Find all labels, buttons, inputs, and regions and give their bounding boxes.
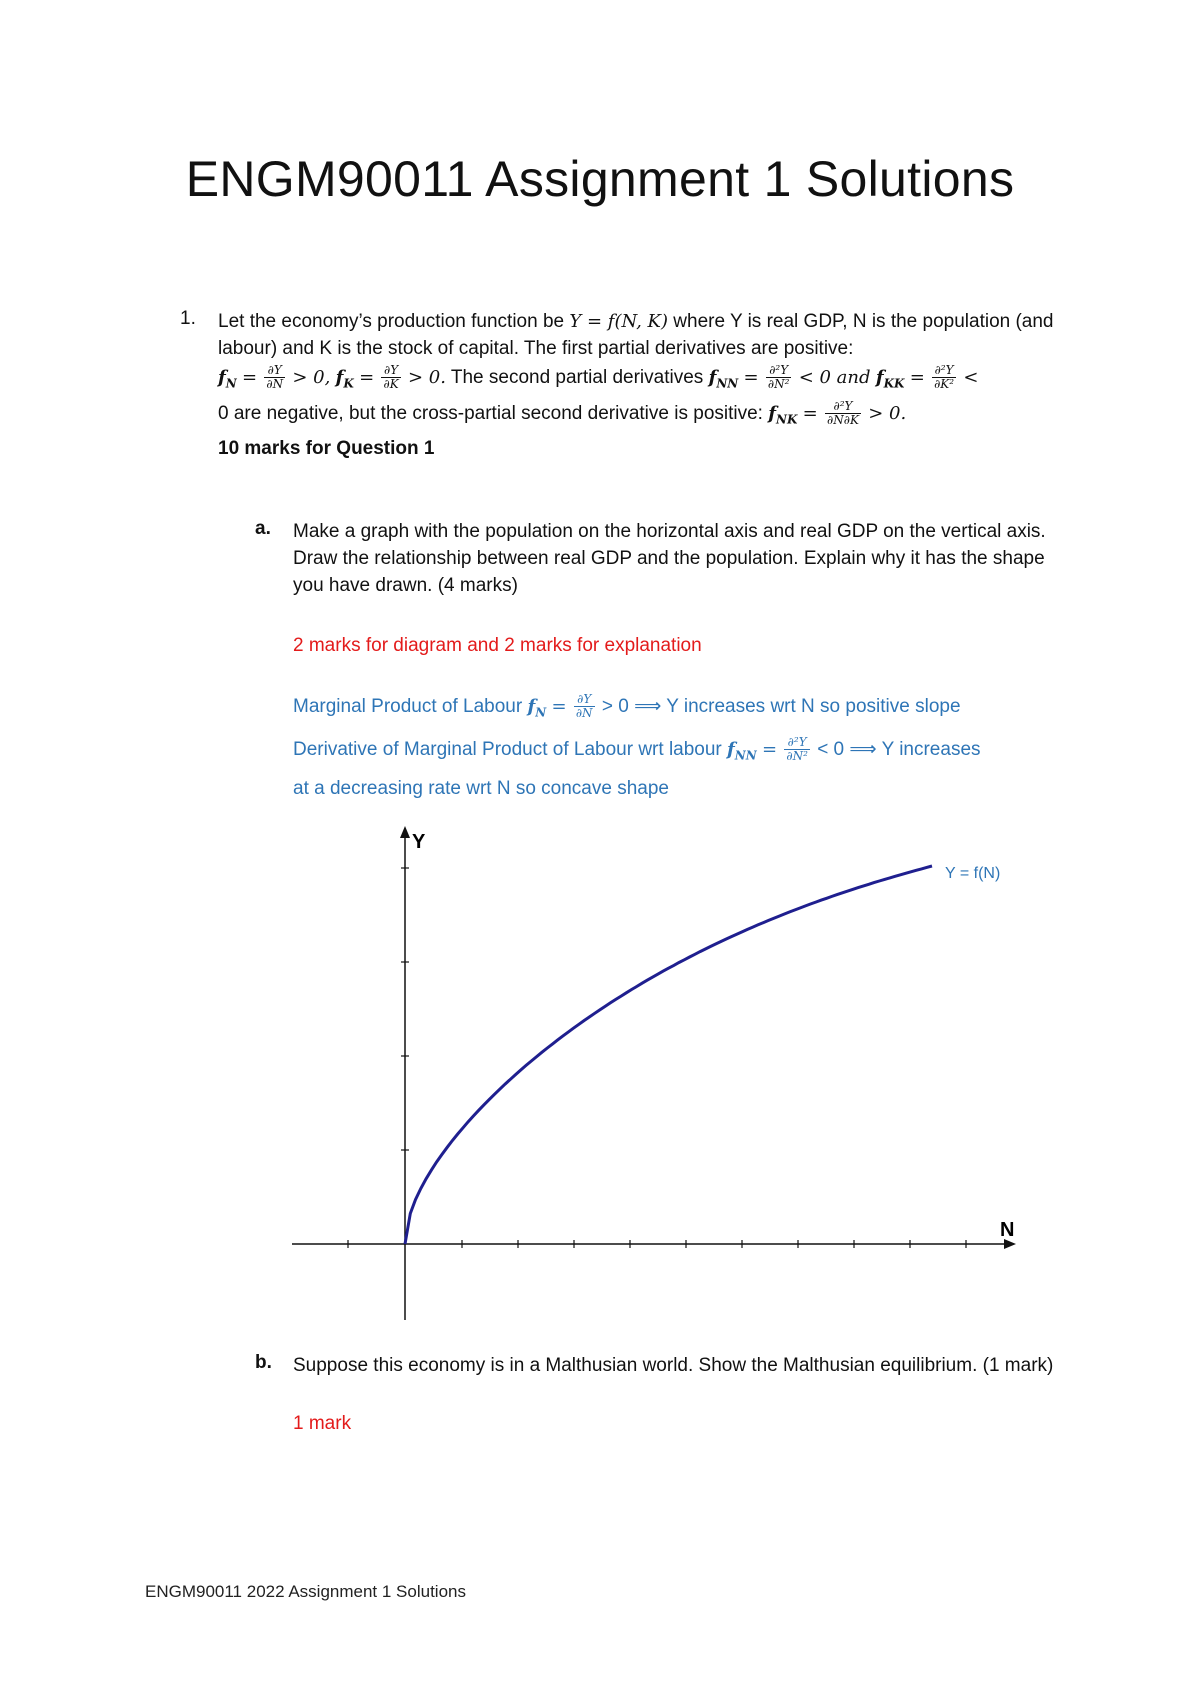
part-b-marking: 1 mark [293, 1413, 352, 1434]
part-b-label: b. [255, 1352, 272, 1373]
fraction-dY-dN: $\frac{\partial Y}{\partial N}$ [575, 692, 593, 721]
gt0-dot: > 0. [407, 367, 446, 388]
x-axis-label: N [1000, 1219, 1015, 1241]
less-than: < [963, 367, 979, 388]
fraction-d2Y-dNdK: $\frac{\text{∂²Y}}{\partial N\partial K}$ [827, 399, 859, 428]
question-number: 1. [180, 308, 196, 329]
q1-intro-b: where Y is real GDP, N is the population (and labour) and K is the stock of capital. The first partial derivatives are positive: [218, 311, 1054, 359]
fN-symbol: $f_N$ [527, 696, 547, 720]
equals: = [909, 367, 925, 388]
lt0-and: < 0 and [798, 367, 871, 388]
production-curve [405, 866, 932, 1244]
fNN-symbol: $f_{NN}$ [708, 367, 739, 391]
mpl-result: > 0 ⟹ Y increases wrt N so positive slope [601, 696, 961, 717]
gt0-comma: > 0, [292, 367, 331, 388]
fraction-dY-dK: $\frac{\partial Y}{\partial K}$ [383, 363, 399, 392]
y-axis-label: Y [412, 831, 426, 853]
part-b-text: Suppose this economy is in a Malthusian world. Show the Malthusian equilibrium. (1 mark) [293, 1355, 1054, 1376]
fNN-symbol: $f_{NN}$ [727, 739, 757, 763]
part-a-text: Make a graph with the population on the horizontal axis and real GDP on the vertical axis. Draw the relationship between real GDP and the population. Explain why it has the shape you have drawn. (4 marks) [293, 521, 1046, 596]
dmpl-continued: at a decreasing rate wrt N so concave shape [293, 778, 669, 799]
fNK-symbol: $f_{NK}$ [768, 402, 798, 427]
fraction-d2Y-dN2: $\frac{\text{∂²Y}}{\text{∂N²}}$ [786, 735, 808, 764]
part-a-marking: 2 marks for diagram and 2 marks for explanation [293, 635, 702, 656]
fraction-dY-dN: $\frac{\partial Y}{\partial N}$ [266, 363, 284, 392]
q1-intro-a: Let the economy’s production function be [218, 311, 565, 332]
q1-marks: 10 marks for Question 1 [218, 438, 435, 460]
gt0-end: > 0. [868, 402, 907, 424]
equals: = [551, 696, 567, 717]
y-axis-arrow [400, 826, 410, 838]
page-footer: ENGM90011 2022 Assignment 1 Solutions [145, 1582, 466, 1601]
equals: = [802, 402, 818, 424]
production-function: Y = f(N, K) [569, 311, 668, 332]
equals: = [762, 739, 778, 760]
curve-label: Y = f(N) [945, 865, 1001, 882]
fraction-d2Y-dK2: $\frac{\text{∂²Y}}{\text{∂K²}}$ [934, 363, 955, 392]
fN-symbol: $f_N$ [218, 367, 237, 391]
second-derivative-text: The second partial derivatives [450, 367, 704, 388]
equals: = [242, 367, 258, 388]
fraction-d2Y-dN2: $\frac{\text{∂²Y}}{\text{∂N²}}$ [767, 363, 790, 392]
fKK-symbol: $f_{KK}$ [875, 367, 905, 391]
q1-line-4-text: 0 are negative, but the cross-partial second derivative is positive: [218, 402, 763, 424]
mpl-text: Marginal Product of Labour [293, 696, 523, 717]
part-a-label: a. [255, 518, 271, 539]
page-title: ENGM90011 Assignment 1 Solutions [185, 151, 1015, 207]
fK-symbol: $f_K$ [335, 367, 354, 391]
equals: = [743, 367, 759, 388]
equals: = [359, 367, 375, 388]
dmpl-result: < 0 ⟹ Y increases [817, 739, 981, 760]
dmpl-text: Derivative of Marginal Product of Labour wrt labour [293, 739, 722, 760]
